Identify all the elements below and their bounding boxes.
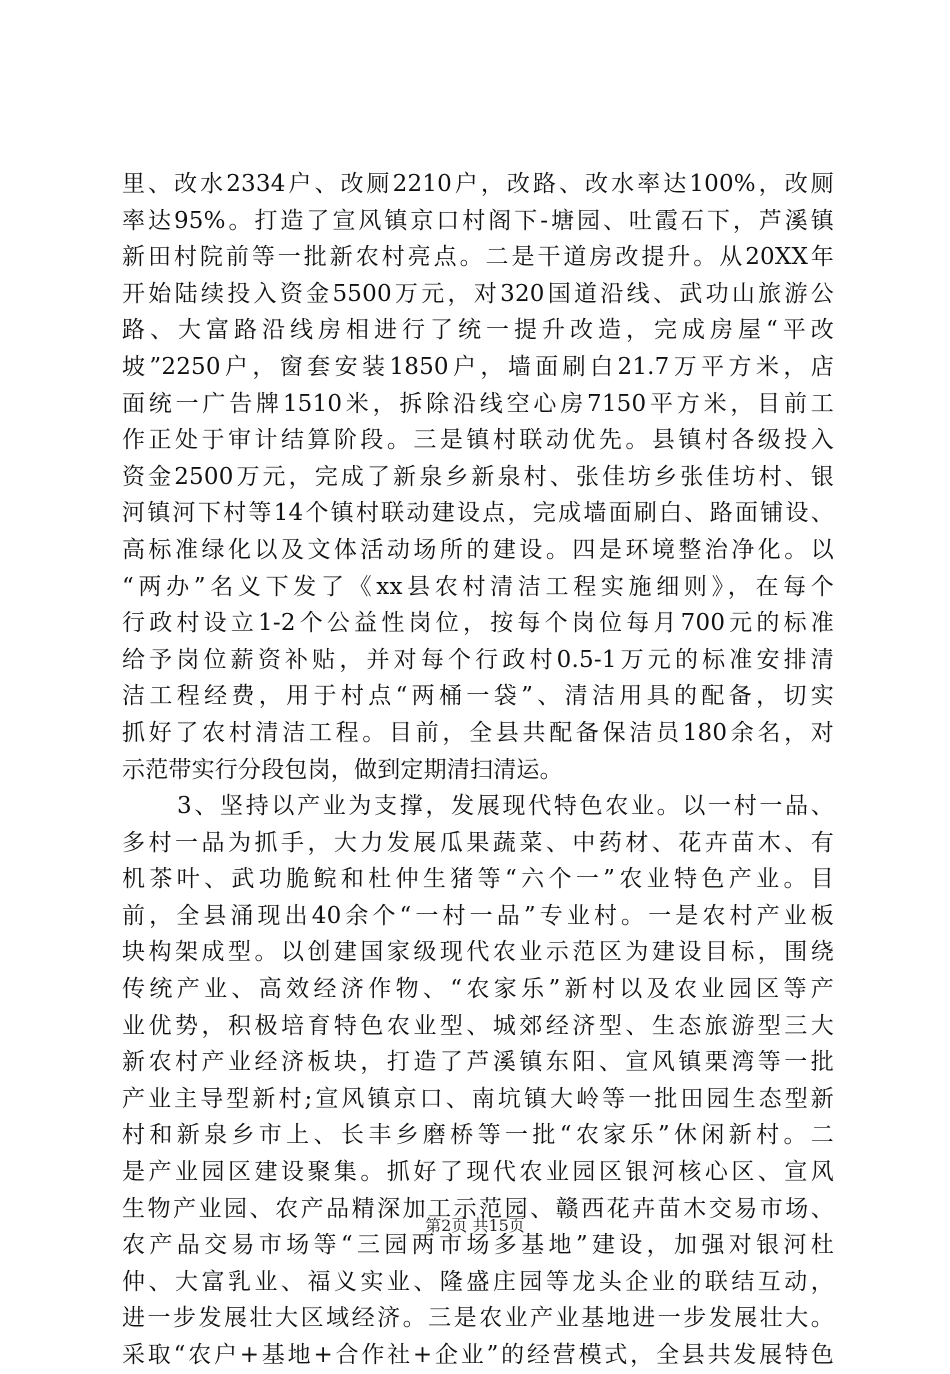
text-line: 生物产业园、农产品精深加工示范园、赣西花卉苗木交易市场、 bbox=[122, 1195, 834, 1222]
text-line: 率达95%。打造了宣风镇京口村阁下-塘园、吐霞石下，芦溪镇 bbox=[122, 207, 834, 234]
document-body bbox=[122, 166, 834, 1374]
text-line: 开始陆续投入资金5500万元，对320国道沿线、武功山旅游公 bbox=[122, 280, 834, 307]
text-line: 路、大富路沿线房相进行了统一提升改造，完成房屋“平改 bbox=[122, 317, 834, 344]
text-line: 作正处于审计结算阶段。三是镇村联动优先。县镇村各级投入 bbox=[122, 427, 834, 454]
text-line: 资金2500万元，完成了新泉乡新泉村、张佳坊乡张佳坊村、银 bbox=[122, 463, 834, 490]
text-line: 洁工程经费，用于村点“两桶一袋”、清洁用具的配备，切实 bbox=[122, 683, 834, 710]
text-line: 进一步发展壮大区域经济。三是农业产业基地进一步发展壮大。 bbox=[122, 1305, 834, 1332]
text-line: “两办”名义下发了《xx县农村清洁工程实施细则》，在每个 bbox=[122, 573, 834, 600]
text-line: 抓好了农村清洁工程。目前，全县共配备保洁员180余名，对 bbox=[122, 719, 834, 746]
text-line: 仲、大富乳业、福义实业、隆盛庄园等龙头企业的联结互动， bbox=[122, 1268, 834, 1295]
text-line: 里、改水2334户、改厕2210户，改路、改水率达100%，改厕 bbox=[122, 171, 834, 197]
text-line: 行政村设立1-2个公益性岗位，按每个岗位每月700元的标准 bbox=[122, 610, 834, 637]
text-line: 农产品交易市场等“三园两市场多基地”建设，加强对银河杜 bbox=[122, 1232, 834, 1259]
text-line: 是产业园区建设聚集。抓好了现代农业园区银河核心区、宣风 bbox=[122, 1159, 834, 1186]
text-line: 面统一广告牌1510米，拆除沿线空心房7150平方米，目前工 bbox=[122, 390, 834, 417]
text-line: 新农村产业经济板块，打造了芦溪镇东阳、宣风镇栗湾等一批 bbox=[122, 1049, 834, 1076]
text-line: 新田村院前等一批新农村亮点。二是干道房改提升。从20XX年 bbox=[122, 244, 834, 271]
text-line: 前，全县涌现出40余个“一村一品”专业村。一是农村产业板 bbox=[122, 902, 834, 929]
text-line: 坡”2250户，窗套安装1850户，墙面刷白21.7万平方米，店 bbox=[122, 353, 834, 380]
text-line: 多村一品为抓手，大力发展瓜果蔬菜、中药材、花卉苗木、有 bbox=[122, 829, 834, 856]
text-line: 高标准绿化以及文体活动场所的建设。四是环境整治净化。以 bbox=[122, 536, 834, 563]
text-line: 产业主导型新村;宣风镇京口、南坑镇大岭等一批田园生态型新 bbox=[122, 1085, 834, 1112]
text-line: 村和新泉乡市上、长丰乡磨桥等一批“农家乐”休闲新村。二 bbox=[122, 1122, 834, 1149]
paragraph-start-line: 3、坚持以产业为支撑，发展现代特色农业。以一村一品、 bbox=[177, 793, 834, 820]
text-line: 传统产业、高效经济作物、“农家乐”新村以及农业园区等产 bbox=[122, 976, 834, 1003]
text-line: 给予岗位薪资补贴，并对每个行政村0.5-1万元的标准安排清 bbox=[122, 646, 834, 673]
text-line: 业优势，积极培育特色农业型、城郊经济型、生态旅游型三大 bbox=[122, 1012, 834, 1039]
text-line: 采取“农户+基地+合作社+企业”的经营模式，全县共发展特色 bbox=[122, 1342, 834, 1368]
text-line: 机茶叶、武功脆鲩和杜仲生猪等“六个一”农业特色产业。目 bbox=[122, 866, 834, 893]
text-line: 河镇河下村等14个镇村联动建设点，完成墙面刷白、路面铺设、 bbox=[122, 500, 834, 527]
text-line: 块构架成型。以创建国家级现代农业示范区为建设目标，围绕 bbox=[122, 939, 834, 966]
text-line: 示范带实行分段包岗，做到定期清扫清运。 bbox=[122, 756, 563, 783]
page-number-footer: 第2页 共15页 bbox=[425, 1216, 525, 1235]
